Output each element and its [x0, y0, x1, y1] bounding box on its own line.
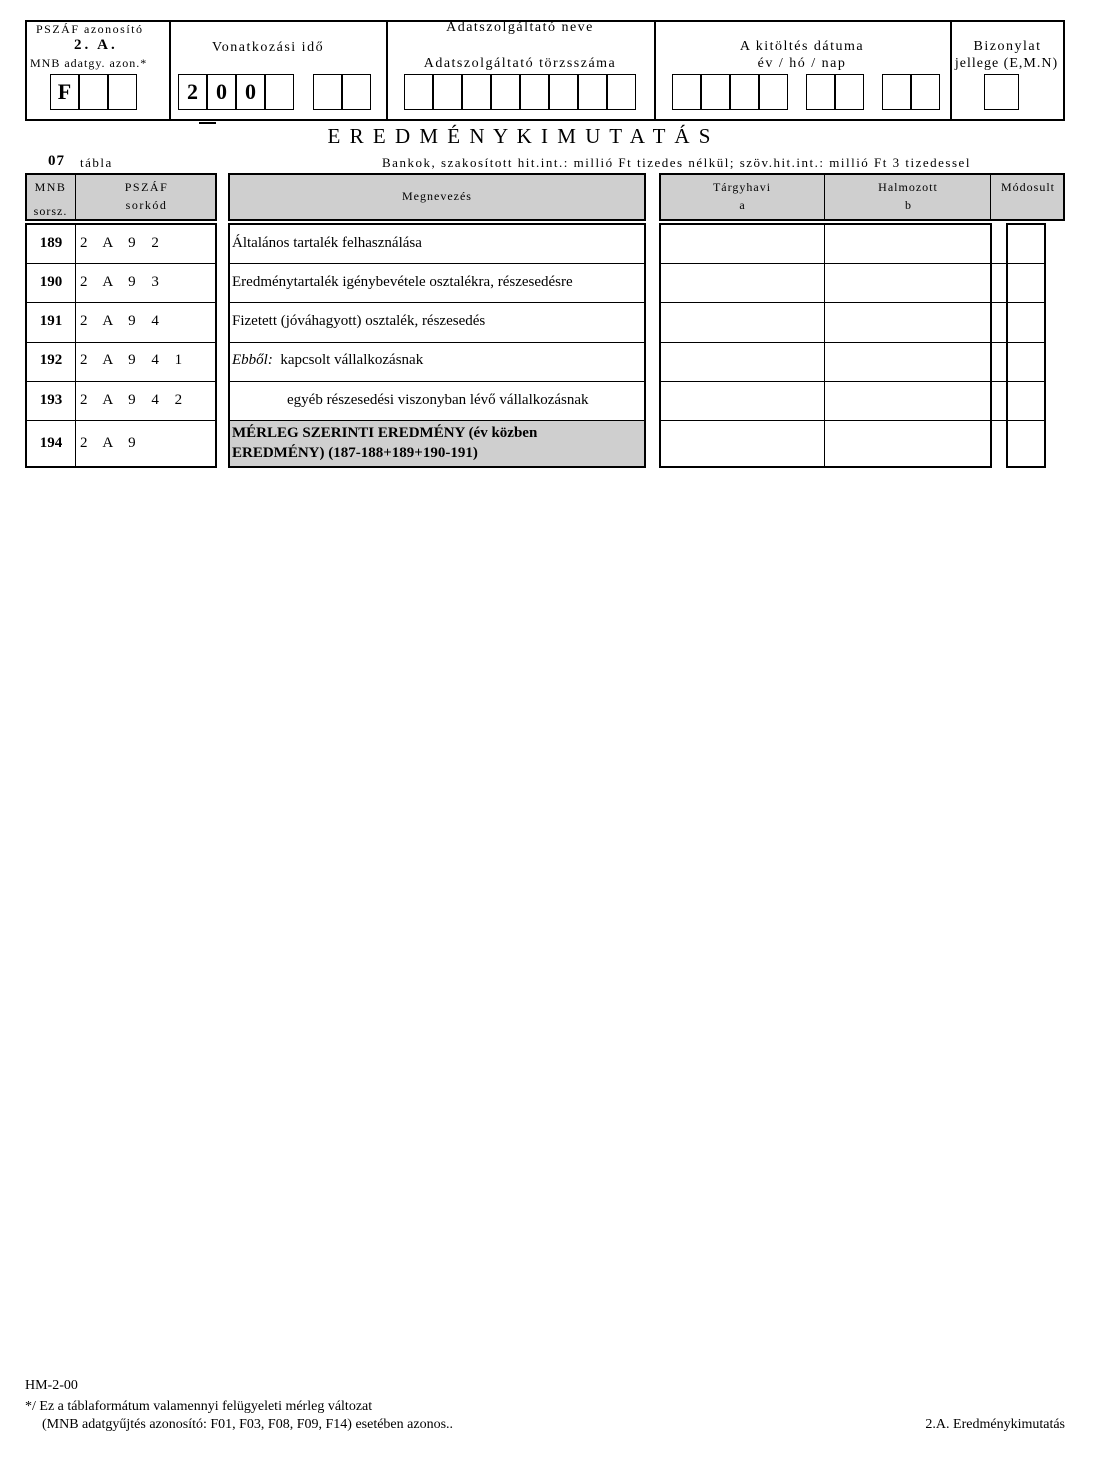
mnb-digit-2[interactable]	[79, 74, 108, 110]
doc-type-options: jellege (E,M.N)	[954, 56, 1059, 71]
row-192-name	[232, 352, 423, 369]
pszaf-id-label: PSZÁF azonosító	[36, 22, 144, 36]
pszaf-id-value: 2. A.	[74, 37, 118, 53]
row-191-number: 191	[39, 313, 63, 329]
row-190-number: 190	[39, 274, 63, 290]
row-191-value-b[interactable]	[826, 303, 990, 341]
units-note: Bankok, szakosított hit.int.: millió Ft tizedes nélkül; szöv.hit.int.: millió Ft 3 tizedessel	[382, 155, 971, 170]
table-label: tábla	[80, 155, 113, 170]
row-193-name: egyéb részesedési viszonyban lévő vállalkozásnak	[287, 392, 589, 408]
row-189-value-a[interactable]	[661, 225, 823, 262]
row-190-name: Eredménytartalék igénybevétele osztalékra, részesedésre	[232, 274, 573, 290]
row-190-modified[interactable]	[1008, 264, 1044, 301]
row-190-code: 2 A 9 3	[80, 274, 165, 290]
reg-digit-6[interactable]	[549, 74, 578, 110]
reg-digit-8[interactable]	[607, 74, 636, 110]
period-digit-1[interactable]: 2	[178, 74, 207, 110]
row-194-code: 2 A 9	[80, 435, 142, 451]
col-b-label: Halmozott	[878, 180, 938, 194]
row-193-code: 2 A 9 4 2	[80, 392, 189, 408]
row-192-code: 2 A 9 4 1	[80, 352, 189, 368]
date-year-3[interactable]	[730, 74, 759, 110]
period-digit-3[interactable]: 0	[236, 74, 265, 110]
col-pszaf-sub: sorkód	[125, 198, 168, 212]
period-digit-2[interactable]: 0	[207, 74, 236, 110]
date-year-1[interactable]	[672, 74, 701, 110]
row-192-value-b[interactable]	[826, 343, 990, 380]
row-193-number: 193	[39, 392, 63, 408]
date-year-4[interactable]	[759, 74, 788, 110]
row-189-code: 2 A 9 2	[80, 235, 165, 251]
table-number: 07	[48, 153, 65, 169]
row-193-value-a[interactable]	[661, 382, 823, 419]
mnb-id-label: MNB adatgy. azon.*	[30, 56, 148, 70]
row-189-value-b[interactable]	[826, 225, 990, 262]
col-b-sub: b	[905, 198, 911, 212]
row-191-value-a[interactable]	[661, 303, 823, 341]
date-day-2[interactable]	[911, 74, 940, 110]
fill-date-label: A kitöltés dátuma	[739, 39, 865, 54]
row-194-number: 194	[39, 435, 63, 451]
col-name-label: Megnevezés	[402, 189, 472, 203]
page-title: E R E D M É N Y K I M U T A T Á S	[327, 124, 713, 148]
row-191-code: 2 A 9 4	[80, 313, 165, 329]
reg-digit-5[interactable]	[520, 74, 549, 110]
reg-digit-3[interactable]	[462, 74, 491, 110]
reg-digit-7[interactable]	[578, 74, 607, 110]
period-digit-4[interactable]	[265, 74, 294, 110]
period-label: Vonatkozási idő	[212, 40, 325, 55]
footer-page-title: 2.A. Eredménykimutatás	[925, 1417, 1065, 1432]
doc-type-input[interactable]	[984, 74, 1019, 110]
row-194-value-b[interactable]	[826, 421, 990, 466]
date-month-1[interactable]	[806, 74, 835, 110]
col-mod-label: Módosult	[1000, 180, 1055, 194]
col-mnb-sub: sorsz.	[33, 204, 68, 218]
row-190-value-a[interactable]	[661, 264, 823, 301]
reg-digit-1[interactable]	[404, 74, 433, 110]
row-189-number: 189	[39, 235, 63, 251]
col-a-label: Tárgyhavi	[712, 180, 772, 194]
reg-digit-2[interactable]	[433, 74, 462, 110]
form-code: HM-2-00	[25, 1378, 78, 1393]
rows-left-frame	[25, 223, 217, 468]
row-192-prefix: Ebből:	[232, 352, 273, 368]
row-192-value-a[interactable]	[661, 343, 823, 380]
date-day-1[interactable]	[882, 74, 911, 110]
row-194-modified[interactable]	[1008, 421, 1044, 466]
row-190-value-b[interactable]	[826, 264, 990, 301]
date-year-2[interactable]	[701, 74, 730, 110]
period-digit-6[interactable]	[342, 74, 371, 110]
mnb-digit-1[interactable]: F	[50, 74, 79, 110]
row-194-name-line2: EREDMÉNY) (187-188+189+190-191)	[232, 445, 478, 461]
provider-reg-label: Adatszolgáltató törzsszáma	[423, 56, 617, 71]
footnote-line-2: (MNB adatgyűjtés azonosító: F01, F03, F08, F09, F14) esetében azonos..	[42, 1417, 454, 1432]
col-a-sub: a	[739, 198, 745, 212]
row-193-value-b[interactable]	[826, 382, 990, 419]
fill-date-format: év / hó / nap	[757, 56, 847, 71]
row-192-number: 192	[39, 352, 63, 368]
date-month-2[interactable]	[835, 74, 864, 110]
doc-type-label: Bizonylat	[973, 39, 1042, 54]
period-digit-5[interactable]	[313, 74, 342, 110]
row-189-name: Általános tartalék felhasználása	[232, 235, 422, 251]
col-mnb-label: MNB	[34, 180, 67, 194]
row-191-name: Fizetett (jóváhagyott) osztalék, részesedés	[232, 313, 486, 329]
col-pszaf-label: PSZÁF	[124, 180, 169, 194]
row-189-modified[interactable]	[1008, 225, 1044, 262]
row-192-label: kapcsolt vállalkozásnak	[280, 352, 424, 368]
provider-name-label: Adatszolgáltató neve	[446, 20, 594, 35]
row-193-modified[interactable]	[1008, 382, 1044, 419]
row-194-value-a[interactable]	[661, 421, 823, 466]
row-192-modified[interactable]	[1008, 343, 1044, 380]
footnote-line-1: */ Ez a táblaformátum valamennyi felügyeleti mérleg változat	[25, 1399, 373, 1414]
mnb-digit-3[interactable]	[108, 74, 137, 110]
row-194-name-line1: MÉRLEG SZERINTI EREDMÉNY (év közben	[232, 425, 538, 441]
reg-digit-4[interactable]	[491, 74, 520, 110]
row-191-modified[interactable]	[1008, 303, 1044, 341]
